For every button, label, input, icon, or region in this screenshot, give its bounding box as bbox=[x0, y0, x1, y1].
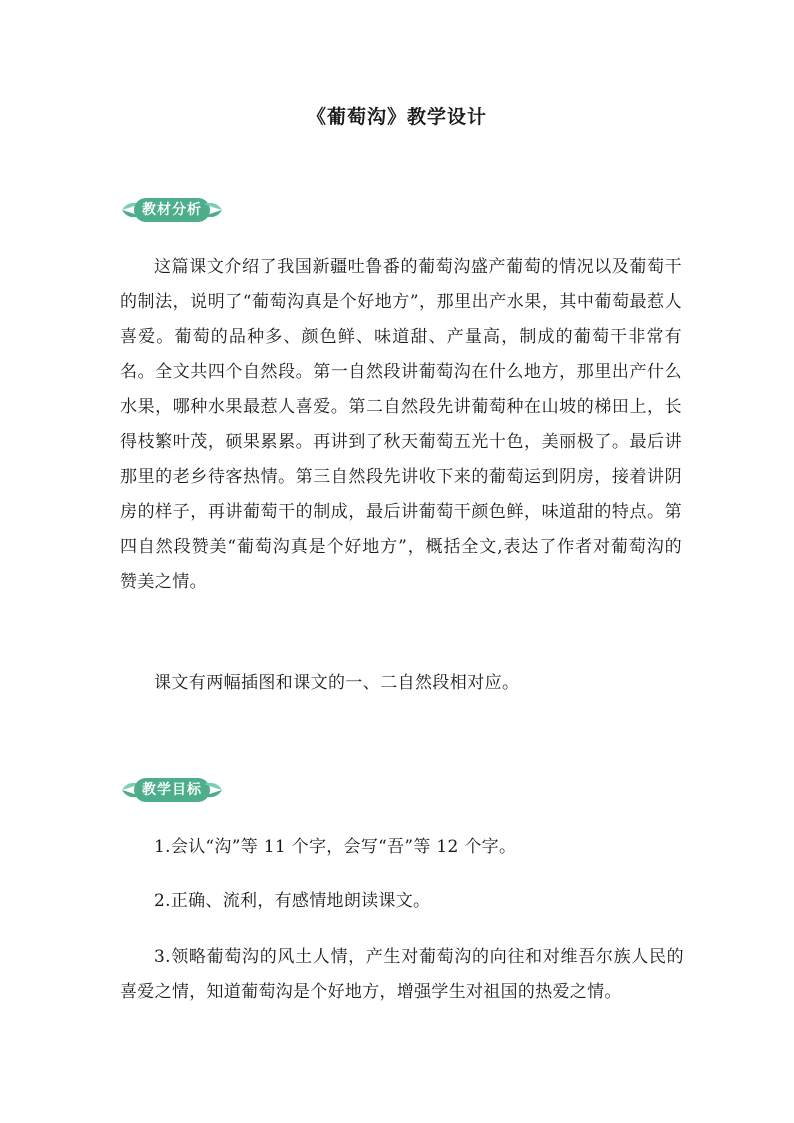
analysis-paragraph: 这篇课文介绍了我国新疆吐鲁番的葡萄沟盛产葡萄的情况以及葡萄干的制法，说明了“葡萄沟真是个好地方”，那里出产水果，其中葡萄最惹人喜爱。葡萄的品种多、颜色鲜、味道甜、产量高，制成的葡萄干非常有名。全文共四个自然段。第一自然段讲葡萄沟在什么地方，那里出产什么水果，哪种水果最惹人喜爱。第二自然段先讲葡萄种在山坡的梯田上，长得枝繁叶茂，硕果累累。再讲到了秋天葡萄五光十色，美丽极了。最后讲那里的老乡待客热情。第三自然段先讲收下来的葡萄运到阴房，接着讲阴房的样子，再讲葡萄干的制成，最后讲葡萄干颜色鲜，味道甜的特点。第四自然段赞美“葡萄沟真是个好地方”，概括全文,表达了作者对葡萄沟的赞美之情。 bbox=[120, 257, 682, 592]
section-heading-label: 教学目标 bbox=[142, 782, 202, 798]
section-heading-goals bbox=[118, 774, 226, 806]
goal-item: 3.领略葡萄沟的风土人情，产生对葡萄沟的向往和对维吾尔族人民的喜爱之情，知道葡萄沟是个好地方，增强学生对祖国的热爱之情。 bbox=[120, 947, 684, 1002]
section-heading-analysis bbox=[118, 194, 226, 226]
goal-item: 1.会认“沟”等 11 个字，会写“吾”等 12 个字。 bbox=[154, 837, 517, 857]
goal-item: 2.正确、流利，有感情地朗读课文。 bbox=[154, 891, 431, 911]
page-title: 《葡萄沟》教学设计 bbox=[306, 106, 487, 128]
analysis-paragraph: 课文有两幅插图和课文的一、二自然段相对应。 bbox=[154, 673, 520, 693]
section-heading-label: 教材分析 bbox=[142, 202, 202, 218]
